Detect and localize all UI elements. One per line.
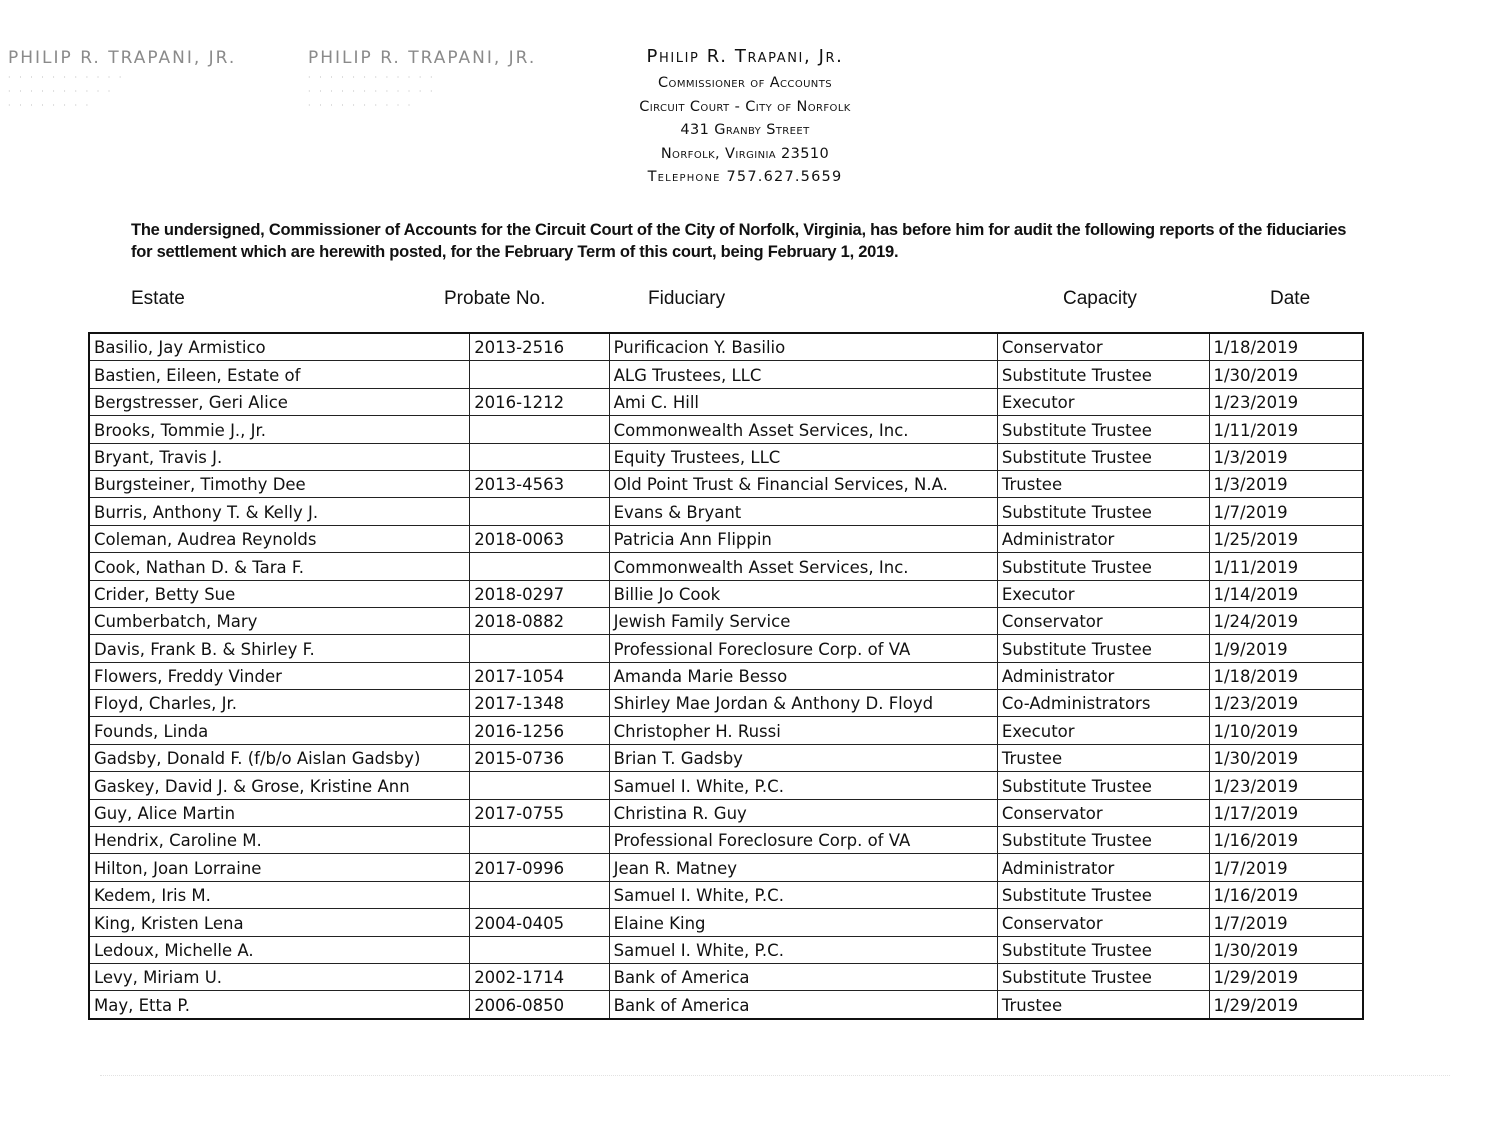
table-row	[89, 607, 1363, 634]
column-header-probate: Probate No.	[444, 288, 546, 309]
cell-estate: Guy, Alice Martin	[89, 799, 470, 826]
cell-estate: Cumberbatch, Mary	[89, 607, 470, 634]
cell-estate: May, Etta P.	[89, 991, 470, 1019]
cell-probate-number	[470, 443, 609, 470]
cell-probate-number: 2006-0850	[470, 991, 609, 1019]
table-row	[89, 361, 1363, 388]
cell-estate: Crider, Betty Sue	[89, 580, 470, 607]
ghost-line: · · · · · · · · · ·	[308, 101, 414, 110]
table-row	[89, 909, 1363, 936]
cell-fiduciary: ALG Trustees, LLC	[609, 361, 997, 388]
cell-estate: Hendrix, Caroline M.	[89, 827, 470, 854]
cell-probate-number	[470, 416, 609, 443]
table-row	[89, 881, 1363, 908]
cell-date: 1/14/2019	[1209, 580, 1363, 607]
cell-probate-number: 2018-0297	[470, 580, 609, 607]
cell-date: 1/18/2019	[1209, 662, 1363, 689]
table-row	[89, 416, 1363, 443]
cell-estate: Flowers, Freddy Vinder	[89, 662, 470, 689]
cell-date: 1/7/2019	[1209, 854, 1363, 881]
table-row	[89, 498, 1363, 525]
cell-estate: Basilio, Jay Armistico	[89, 333, 470, 361]
cell-fiduciary: Samuel I. White, P.C.	[609, 772, 997, 799]
cell-probate-number	[470, 936, 609, 963]
ghost-letterhead-name: PHILIP R. TRAPANI, JR.	[308, 48, 537, 68]
table-row	[89, 991, 1363, 1019]
cell-capacity: Administrator	[997, 854, 1209, 881]
letterhead-court: Circuit Court - City of Norfolk	[639, 98, 851, 115]
cell-fiduciary: Christina R. Guy	[609, 799, 997, 826]
ghost-letterhead-left	[8, 48, 236, 110]
cell-date: 1/16/2019	[1209, 881, 1363, 908]
column-header-date: Date	[1270, 288, 1311, 309]
cell-fiduciary: Ami C. Hill	[609, 388, 997, 415]
cell-fiduciary: Old Point Trust & Financial Services, N.A.	[609, 470, 997, 497]
fiduciary-table	[88, 332, 1364, 1020]
cell-probate-number: 2018-0063	[470, 525, 609, 552]
cell-probate-number: 2017-1054	[470, 662, 609, 689]
table-row	[89, 470, 1363, 497]
table-row	[89, 580, 1363, 607]
cell-fiduciary: Shirley Mae Jordan & Anthony D. Floyd	[609, 690, 997, 717]
cell-probate-number: 2017-0755	[470, 799, 609, 826]
cell-capacity: Executor	[997, 388, 1209, 415]
cell-date: 1/3/2019	[1209, 470, 1363, 497]
cell-fiduciary: Equity Trustees, LLC	[609, 443, 997, 470]
cell-date: 1/23/2019	[1209, 772, 1363, 799]
fiduciary-table-body	[89, 333, 1363, 1019]
cell-probate-number: 2016-1256	[470, 717, 609, 744]
cell-capacity: Substitute Trustee	[997, 963, 1209, 990]
cell-fiduciary: Bank of America	[609, 963, 997, 990]
cell-capacity: Trustee	[997, 744, 1209, 771]
cell-estate: Brooks, Tommie J., Jr.	[89, 416, 470, 443]
cell-probate-number: 2016-1212	[470, 388, 609, 415]
cell-probate-number: 2002-1714	[470, 963, 609, 990]
cell-estate: Levy, Miriam U.	[89, 963, 470, 990]
cell-capacity: Administrator	[997, 662, 1209, 689]
cell-date: 1/24/2019	[1209, 607, 1363, 634]
cell-capacity: Executor	[997, 580, 1209, 607]
cell-capacity: Trustee	[997, 991, 1209, 1019]
cell-probate-number	[470, 553, 609, 580]
cell-estate: Kedem, Iris M.	[89, 881, 470, 908]
cell-probate-number: 2013-2516	[470, 333, 609, 361]
cell-probate-number	[470, 827, 609, 854]
cell-estate: Founds, Linda	[89, 717, 470, 744]
cell-capacity: Substitute Trustee	[997, 416, 1209, 443]
cell-probate-number: 2018-0882	[470, 607, 609, 634]
cell-capacity: Trustee	[997, 470, 1209, 497]
cell-date: 1/18/2019	[1209, 333, 1363, 361]
cell-capacity: Administrator	[997, 525, 1209, 552]
cell-fiduciary: Professional Foreclosure Corp. of VA	[609, 827, 997, 854]
table-row	[89, 827, 1363, 854]
letterhead-name: Philip R. Trapani, Jr.	[646, 46, 844, 67]
column-header-fiduciary: Fiduciary	[648, 288, 726, 309]
cell-fiduciary: Commonwealth Asset Services, Inc.	[609, 416, 997, 443]
cell-date: 1/30/2019	[1209, 744, 1363, 771]
cell-capacity: Executor	[997, 717, 1209, 744]
cell-probate-number: 2013-4563	[470, 470, 609, 497]
cell-fiduciary: Patricia Ann Flippin	[609, 525, 997, 552]
cell-capacity: Conservator	[997, 799, 1209, 826]
cell-date: 1/9/2019	[1209, 635, 1363, 662]
ghost-line: · · · · · · · ·	[8, 101, 92, 110]
cell-date: 1/16/2019	[1209, 827, 1363, 854]
column-header-capacity: Capacity	[1063, 288, 1137, 309]
table-row	[89, 799, 1363, 826]
cell-estate: Hilton, Joan Lorraine	[89, 854, 470, 881]
cell-estate: Coleman, Audrea Reynolds	[89, 525, 470, 552]
cell-date: 1/11/2019	[1209, 553, 1363, 580]
ghost-line: · · · · · · · · · · ·	[8, 73, 125, 82]
cell-fiduciary: Samuel I. White, P.C.	[609, 881, 997, 908]
cell-capacity: Substitute Trustee	[997, 361, 1209, 388]
letterhead-phone: Telephone 757.627.5659	[647, 169, 843, 185]
cell-estate: Burgsteiner, Timothy Dee	[89, 470, 470, 497]
cell-probate-number	[470, 498, 609, 525]
cell-capacity: Conservator	[997, 607, 1209, 634]
cell-date: 1/29/2019	[1209, 991, 1363, 1019]
cell-fiduciary: Billie Jo Cook	[609, 580, 997, 607]
cell-capacity: Substitute Trustee	[997, 553, 1209, 580]
cell-date: 1/25/2019	[1209, 525, 1363, 552]
table-row	[89, 717, 1363, 744]
ghost-letterhead-center	[308, 48, 536, 110]
cell-estate: Davis, Frank B. & Shirley F.	[89, 635, 470, 662]
cell-capacity: Substitute Trustee	[997, 498, 1209, 525]
cell-estate: King, Kristen Lena	[89, 909, 470, 936]
cell-date: 1/29/2019	[1209, 963, 1363, 990]
cell-date: 1/17/2019	[1209, 799, 1363, 826]
cell-probate-number: 2017-1348	[470, 690, 609, 717]
cell-fiduciary: Samuel I. White, P.C.	[609, 936, 997, 963]
cell-fiduciary: Purificacion Y. Basilio	[609, 333, 997, 361]
cell-capacity: Substitute Trustee	[997, 772, 1209, 799]
cell-estate: Burris, Anthony T. & Kelly J.	[89, 498, 470, 525]
cell-capacity: Conservator	[997, 333, 1209, 361]
table-row	[89, 690, 1363, 717]
cell-probate-number: 2004-0405	[470, 909, 609, 936]
cell-date: 1/23/2019	[1209, 388, 1363, 415]
cell-capacity: Substitute Trustee	[997, 827, 1209, 854]
cell-estate: Bryant, Travis J.	[89, 443, 470, 470]
cell-date: 1/23/2019	[1209, 690, 1363, 717]
cell-capacity: Substitute Trustee	[997, 635, 1209, 662]
cell-capacity: Co-Administrators	[997, 690, 1209, 717]
table-row	[89, 854, 1363, 881]
cell-fiduciary: Christopher H. Russi	[609, 717, 997, 744]
cell-estate: Bastien, Eileen, Estate of	[89, 361, 470, 388]
cell-estate: Bergstresser, Geri Alice	[89, 388, 470, 415]
cell-capacity: Substitute Trustee	[997, 443, 1209, 470]
ghost-line: · · · · · · · · · ·	[8, 87, 114, 96]
letterhead	[575, 46, 915, 190]
table-row	[89, 525, 1363, 552]
cell-date: 1/30/2019	[1209, 361, 1363, 388]
cell-estate: Cook, Nathan D. & Tara F.	[89, 553, 470, 580]
table-row	[89, 388, 1363, 415]
table-row	[89, 744, 1363, 771]
cell-fiduciary: Professional Foreclosure Corp. of VA	[609, 635, 997, 662]
ghost-line: · · · · · · · · · · · ·	[308, 87, 436, 96]
cell-fiduciary: Brian T. Gadsby	[609, 744, 997, 771]
cell-fiduciary: Amanda Marie Besso	[609, 662, 997, 689]
table-row	[89, 553, 1363, 580]
ghost-line: · · · · · · · · · · · ·	[308, 73, 436, 82]
cell-date: 1/10/2019	[1209, 717, 1363, 744]
cell-fiduciary: Elaine King	[609, 909, 997, 936]
cell-date: 1/3/2019	[1209, 443, 1363, 470]
cell-date: 1/11/2019	[1209, 416, 1363, 443]
cell-capacity: Substitute Trustee	[997, 881, 1209, 908]
table-row	[89, 772, 1363, 799]
letterhead-city: Norfolk, Virginia 23510	[660, 145, 830, 162]
cell-estate: Ledoux, Michelle A.	[89, 936, 470, 963]
cell-fiduciary: Commonwealth Asset Services, Inc.	[609, 553, 997, 580]
table-row	[89, 662, 1363, 689]
intro-paragraph: The undersigned, Commissioner of Accounts for the Circuit Court of the City of Norfolk, Virginia, has before him for audit the following reports of the fiduciaries for settlement which are herewith posted, for the February Term of this court, being February 1, 2019.	[131, 221, 1347, 261]
letterhead-street: 431 Granby Street	[680, 122, 810, 138]
cell-fiduciary: Jean R. Matney	[609, 854, 997, 881]
table-row	[89, 936, 1363, 963]
cell-capacity: Substitute Trustee	[997, 936, 1209, 963]
cell-fiduciary: Bank of America	[609, 991, 997, 1019]
table-row	[89, 333, 1363, 361]
cell-probate-number: 2017-0996	[470, 854, 609, 881]
cell-capacity: Conservator	[997, 909, 1209, 936]
cell-probate-number: 2015-0736	[470, 744, 609, 771]
cell-probate-number	[470, 361, 609, 388]
cell-date: 1/7/2019	[1209, 498, 1363, 525]
table-row	[89, 635, 1363, 662]
column-header-estate: Estate	[131, 288, 185, 309]
cell-probate-number	[470, 881, 609, 908]
cell-date: 1/7/2019	[1209, 909, 1363, 936]
cell-estate: Gadsby, Donald F. (f/b/o Aislan Gadsby)	[89, 744, 470, 771]
cell-fiduciary: Jewish Family Service	[609, 607, 997, 634]
scan-specks	[100, 1075, 1450, 1084]
ghost-letterhead-name: PHILIP R. TRAPANI, JR.	[8, 48, 237, 68]
cell-estate: Floyd, Charles, Jr.	[89, 690, 470, 717]
cell-date: 1/30/2019	[1209, 936, 1363, 963]
table-row	[89, 963, 1363, 990]
cell-probate-number	[470, 635, 609, 662]
table-row	[89, 443, 1363, 470]
cell-fiduciary: Evans & Bryant	[609, 498, 997, 525]
letterhead-title: Commissioner of Accounts	[658, 75, 832, 91]
cell-estate: Gaskey, David J. & Grose, Kristine Ann	[89, 772, 470, 799]
cell-probate-number	[470, 772, 609, 799]
